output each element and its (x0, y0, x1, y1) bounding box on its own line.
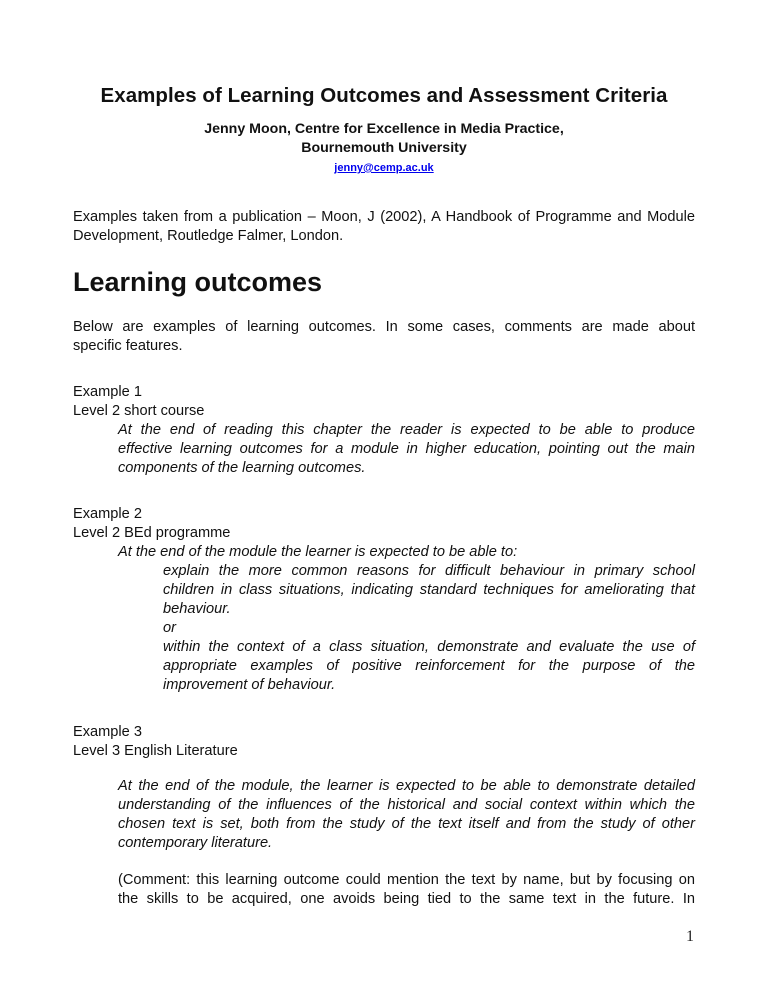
example-1-outcome (118, 421, 695, 478)
outcome-line: contemporary literature. (118, 835, 273, 851)
section-intro-line: Below are examples of learning outcomes. In some cases, comments are made about (73, 319, 695, 335)
outcome-line: At the end of the module, the learner is expected to be able to demonstrate detailed (118, 778, 695, 794)
outcome-line: appropriate examples of positive reinforcement for the purpose of the (163, 658, 695, 674)
outcome-line: At the end of reading this chapter the reader is expected to be able to produce (118, 422, 695, 438)
page-number: 1 (686, 928, 694, 945)
comment-line: (Comment: this learning outcome could mention the text by name, but by focusing on (118, 872, 695, 888)
example-level: Level 2 short course (73, 403, 205, 419)
example-2-header (73, 505, 695, 543)
author-university: Bournemouth University (301, 140, 467, 156)
citation-line: Development, Routledge Falmer, London. (73, 228, 344, 244)
author-block (0, 120, 768, 158)
outcome-line: chosen text is set, both from the study of the text itself and from the study of other (118, 816, 695, 832)
example-1-header (73, 383, 695, 421)
example-level: Level 2 BEd programme (73, 525, 231, 541)
outcome-line: components of the learning outcomes. (118, 460, 366, 476)
example-2-option-a (163, 562, 695, 695)
source-citation (73, 208, 695, 246)
email-container (0, 161, 768, 175)
author-name-affiliation: Jenny Moon, Centre for Excellence in Media Practice, (204, 121, 564, 137)
example-label: Example 3 (73, 724, 142, 740)
outcome-line: improvement of behaviour. (163, 677, 336, 693)
example-2-lead-in: At the end of the module the learner is expected to be able to: (118, 544, 518, 560)
section-intro-line: specific features. (73, 338, 183, 354)
document-title: Examples of Learning Outcomes and Assessment Criteria (100, 84, 668, 107)
example-3-outcome (118, 777, 695, 853)
outcome-line: effective learning outcomes for a module in higher education, pointing out the main (118, 441, 695, 457)
outcome-line: within the context of a class situation, demonstrate and evaluate the use of (163, 639, 695, 655)
outcome-line: explain the more common reasons for difficult behaviour in primary school (163, 563, 695, 579)
author-email-link[interactable]: jenny@cemp.ac.uk (334, 162, 434, 174)
example-label: Example 2 (73, 506, 142, 522)
option-connector: or (163, 620, 176, 636)
outcome-line: understanding of the influences of the historical and social context within which the (118, 797, 695, 813)
example-3-header (73, 723, 695, 761)
outcome-line: behaviour. (163, 601, 231, 617)
section-heading-learning-outcomes: Learning outcomes (73, 267, 323, 297)
citation-line: Examples taken from a publication – Moon, J (2002), A Handbook of Programme and Module (73, 209, 695, 225)
example-3-comment (118, 871, 695, 909)
example-level: Level 3 English Literature (73, 743, 238, 759)
section-intro (73, 318, 695, 356)
example-label: Example 1 (73, 384, 142, 400)
outcome-line: children in class situations, indicating standard techniques for ameliorating that (163, 582, 695, 598)
comment-line: the skills to be acquired, one avoids being tied to the same text in the future. In (118, 891, 695, 907)
